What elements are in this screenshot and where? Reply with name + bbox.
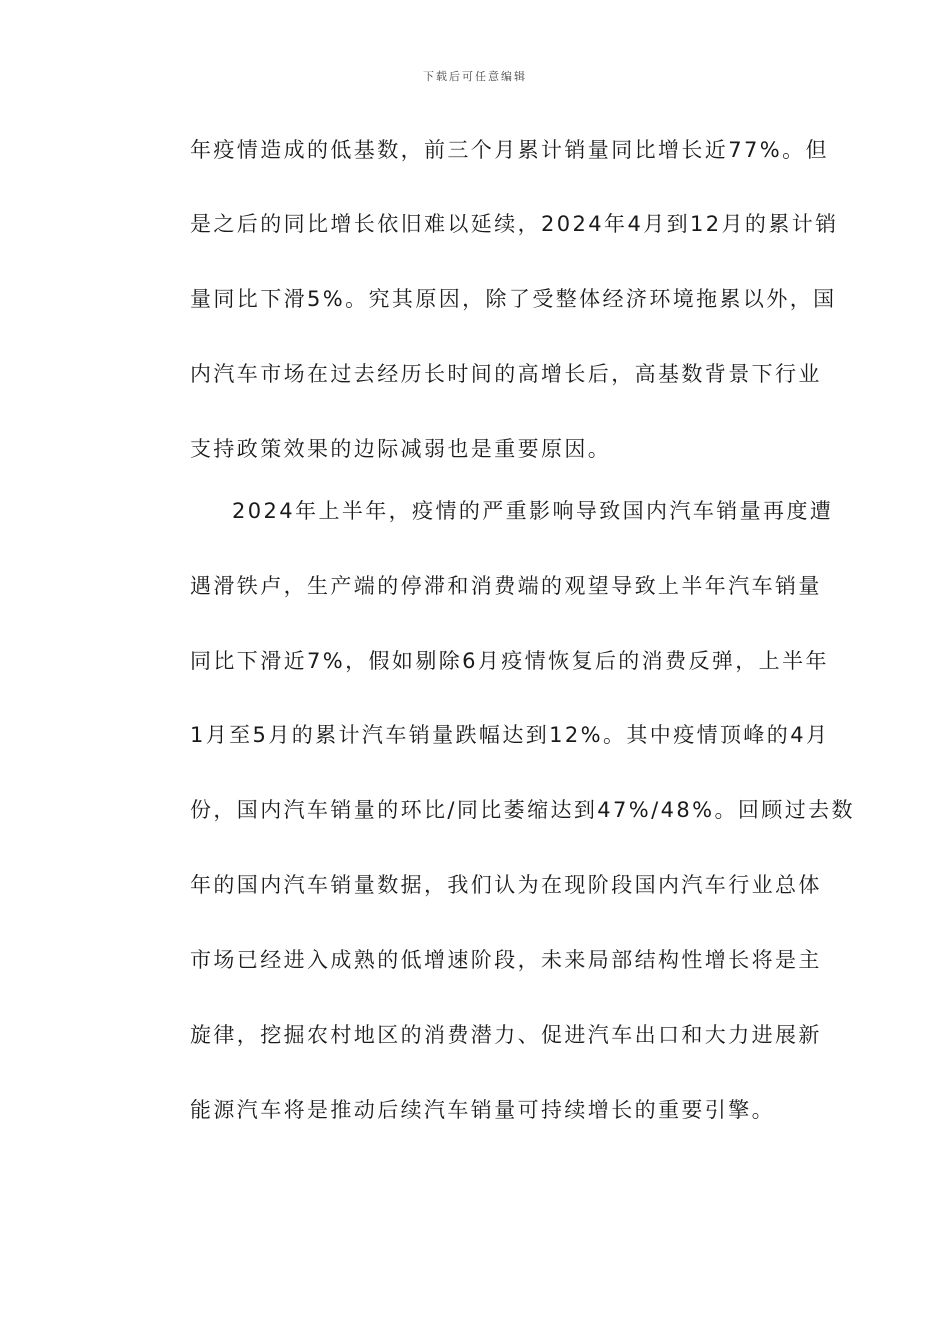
paragraph-line: 年疫情造成的低基数，前三个月累计销量同比增长近77%。但 [190, 138, 829, 162]
paragraph-line: 市场已经进入成熟的低增速阶段，未来局部结构性增长将是主 [190, 948, 822, 972]
paragraph-line: 支持政策效果的边际减弱也是重要原因。 [190, 437, 612, 461]
paragraph-line: 内汽车市场在过去经历长时间的高增长后，高基数背景下行业 [190, 362, 822, 386]
paragraph-line: 份，国内汽车销量的环比/同比萎缩达到47%/48%。回顾过去数 [190, 798, 855, 822]
paragraph-line: 能源汽车将是推动后续汽车销量可持续增长的重要引擎。 [190, 1098, 775, 1122]
paragraph-line: 旋律，挖掘农村地区的消费潜力、促进汽车出口和大力进展新 [190, 1023, 822, 1047]
paragraph-line: 2024年上半年，疫情的严重影响导致国内汽车销量再度遭 [232, 499, 834, 523]
paragraph-line: 年的国内汽车销量数据，我们认为在现阶段国内汽车行业总体 [190, 873, 822, 897]
page-header: 下载后可任意编辑 [423, 70, 527, 83]
paragraph-line: 同比下滑近7%，假如剔除6月疫情恢复后的消费反弹，上半年 [190, 649, 829, 673]
paragraph-line: 是之后的同比增长依旧难以延续，2024年4月到12月的累计销 [190, 212, 839, 236]
paragraph-line: 量同比下滑5%。究其原因，除了受整体经济环境拖累以外，国 [190, 287, 837, 311]
paragraph-line: 1月至5月的累计汽车销量跌幅达到12%。其中疫情顶峰的4月 [190, 723, 830, 747]
paragraph-line: 遇滑铁卢，生产端的停滞和消费端的观望导致上半年汽车销量 [190, 574, 822, 598]
